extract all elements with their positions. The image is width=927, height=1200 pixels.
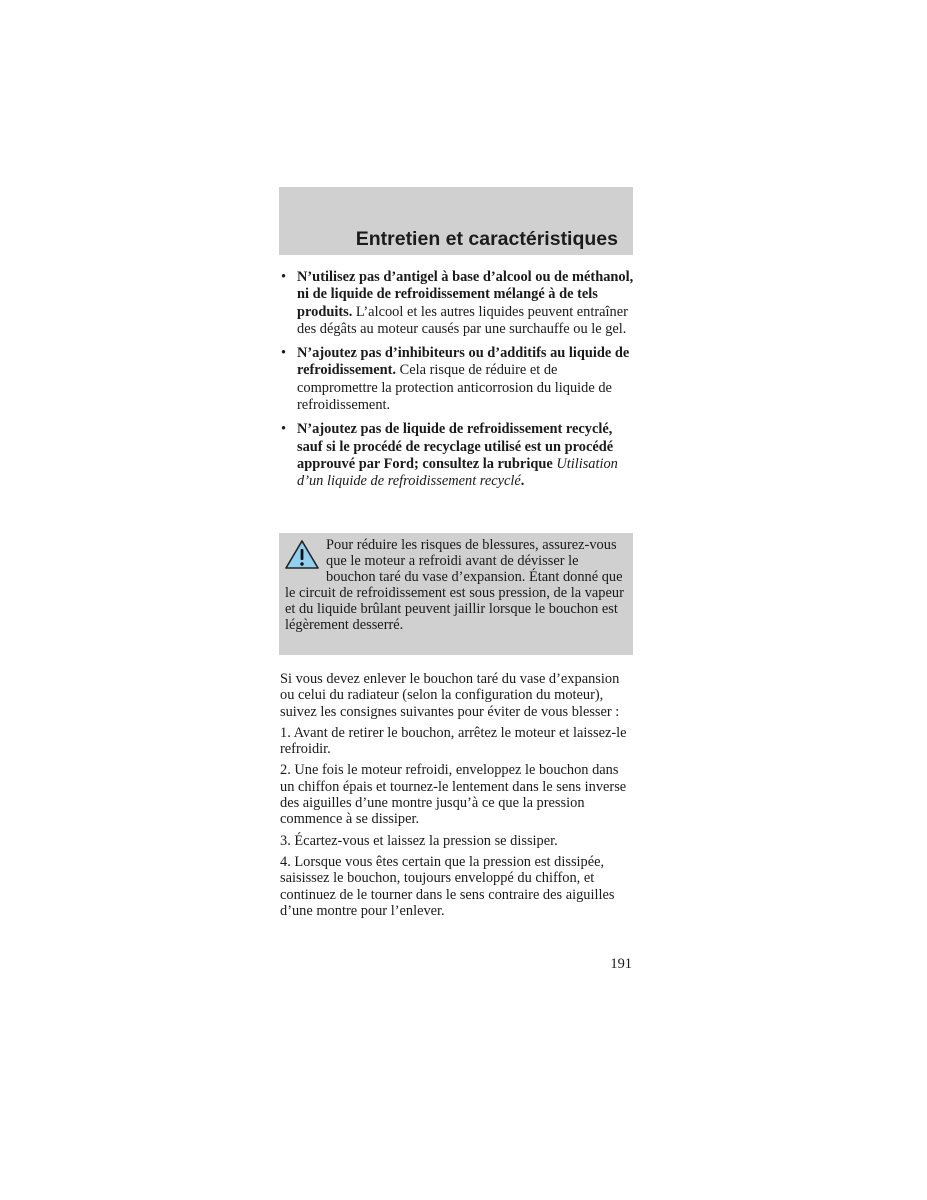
instructions-intro: Si vous devez enlever le bouchon taré du vase d’expansion ou celui du radiateur (selon la configuration du moteur), suivez les consignes suivantes pour éviter de vous blesser : <box>280 671 620 720</box>
bullet-bold-text: N’ajoutez pas d’inhibiteurs ou d’additifs au liquide de refroidissement. <box>297 345 630 379</box>
instruction-step: 4. Lorsque vous êtes certain que la pression est dissipée, saisissez le bouchon, toujours enveloppé du chiffon, et continuez de le tourner dans le sens contraire des aiguilles d’une montre pour l’enlever. <box>280 853 615 919</box>
warning-triangle-icon <box>284 539 320 571</box>
section-title: Entretien et caractéristiques <box>355 228 618 250</box>
bullet-bold-text: N’utilisez pas d’antigel à base d’alcool ou de méthanol, ni de liquide de refroidissement mélangé à de tels produits. <box>297 269 634 320</box>
section-header-band <box>279 187 633 255</box>
bullet-dot-icon: • <box>281 345 287 362</box>
bullet-item-recycled <box>280 421 634 490</box>
bullet-text: Cela risque de réduire et de compromettre la protection anticorrosion du liquide de refroidissement. <box>297 362 612 414</box>
bullet-dot-icon: • <box>281 269 287 285</box>
bullet-list <box>280 269 634 491</box>
bullet-text: L’alcool et les autres liquides peuvent entraîner des dégâts au moteur causés par une surchauffe ou le gel. <box>297 303 628 337</box>
bullet-item-antifreeze <box>280 269 634 338</box>
bullet-item-additives <box>280 345 634 414</box>
instructions-section <box>280 671 636 924</box>
warnings-list-section <box>280 269 634 498</box>
warning-text: Pour réduire les risques de blessures, assurez-vous que le moteur a refroidi avant de dévisser le bouchon taré du vase d’expansion. Étant donné que le circuit de refroidissement est sous pression, de la vapeur et du liquide brûlant peuvent jaillir lorsque le bouchon est légèrement desserré. <box>285 537 624 634</box>
instruction-step: 2. Une fois le moteur refroidi, enveloppez le bouchon dans un chiffon épais et tournez-le lentement dans le sens inverse des aiguilles d’une montre jusqu’à ce que la pression commence à se dissiper. <box>280 762 627 828</box>
bullet-italic-reference: Utilisation d’un liquide de refroidissement recyclé <box>297 455 618 490</box>
warning-box <box>279 533 633 655</box>
bullet-bold-text: N’ajoutez pas de liquide de refroidissement recyclé, sauf si le procédé de recyclage utilisé est un procédé approuvé par Ford; consultez la rubrique <box>297 421 614 472</box>
bullet-dot-icon: • <box>281 421 287 438</box>
instruction-step: 1. Avant de retirer le bouchon, arrêtez le moteur et laissez-le refroidir. <box>280 724 627 758</box>
instruction-step: 3. Écartez-vous et laissez la pression se dissiper. <box>280 832 558 849</box>
page-number: 191 <box>610 956 632 972</box>
bullet-end-punctuation: . <box>520 473 525 490</box>
